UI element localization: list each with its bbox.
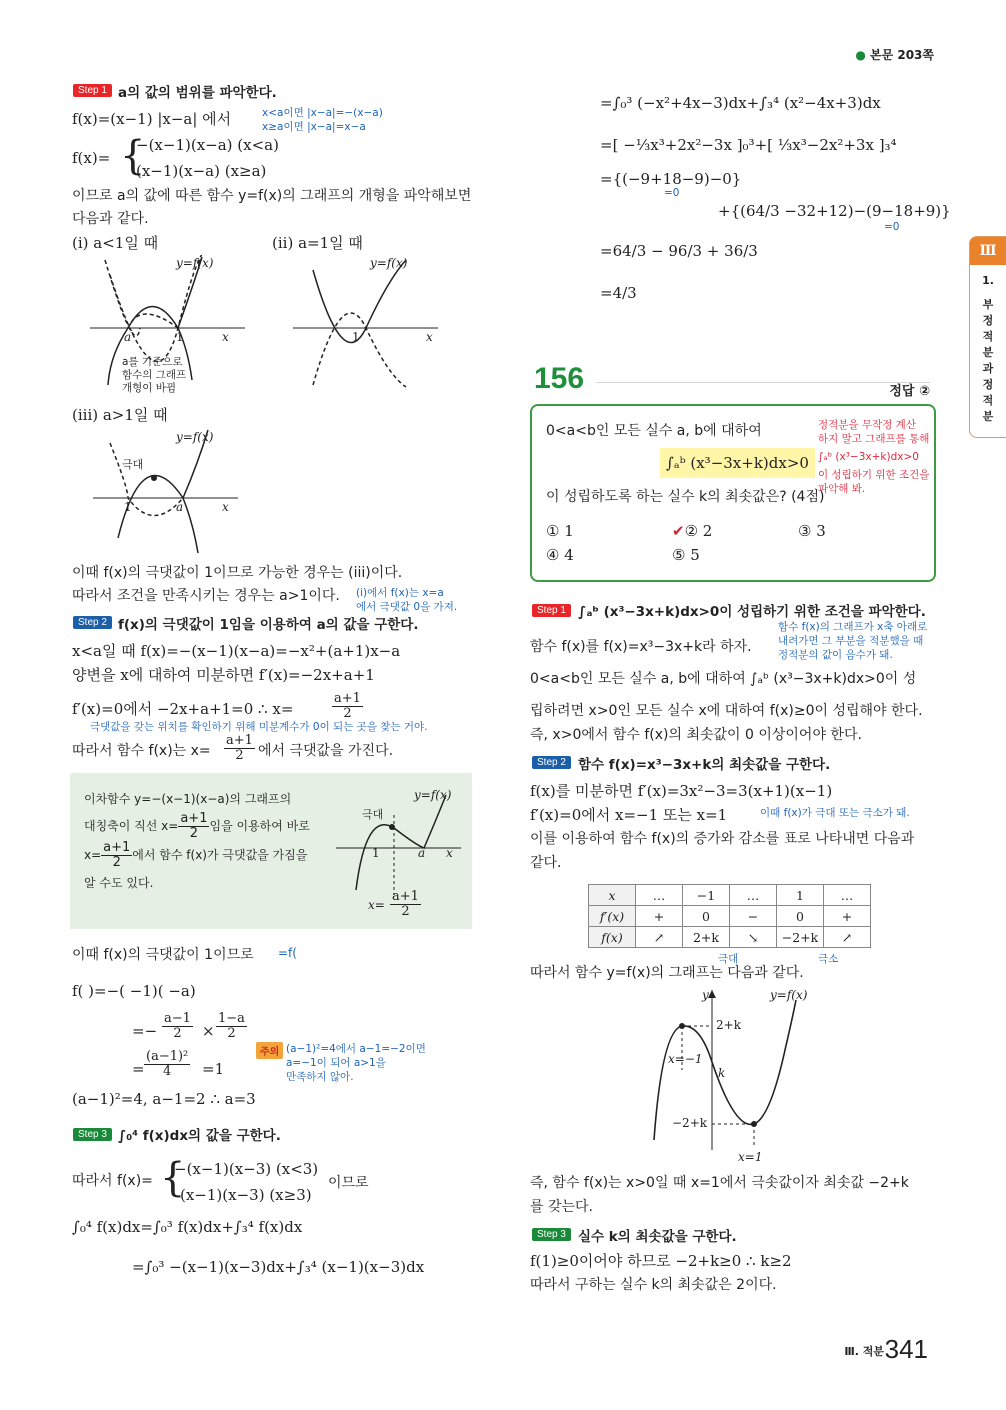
step3-int-2: =∫₀³ −(x−1)(x−3)dx+∫₃⁴ (x−1)(x−3)dx xyxy=(132,1258,425,1276)
question-integral: ∫ₐᵇ (x³−3x+k)dx>0 xyxy=(660,448,815,478)
tip-graph-max: 극대 xyxy=(362,808,384,821)
caution-line-3: 만족하지 않아. xyxy=(286,1071,354,1083)
sol-p3: 립하려면 x>0인 모든 실수 x에 대하여 f(x)≥0이 성립해야 한다. xyxy=(530,703,923,719)
step2-line-4b: 에서 극댓값을 가진다. xyxy=(258,743,394,759)
step1-badge: Step 1 xyxy=(73,84,112,97)
tip-2a: 대칭축이 직선 x= xyxy=(84,819,179,833)
frac-1ma xyxy=(216,1012,247,1041)
basis-note-2: 함수의 그래프 xyxy=(122,369,187,381)
chapter-label: 부정적분과 정적분 xyxy=(982,298,994,423)
tip-line-4: 알 수도 있다. xyxy=(84,876,154,890)
frac-num: a+1 xyxy=(334,691,361,706)
table-row xyxy=(589,906,871,927)
cubic-label: y=f(x) xyxy=(770,988,808,1002)
table-cell: ↗ xyxy=(824,927,871,948)
cubic-k: k xyxy=(718,1066,726,1080)
sol-step1-badge: Step 1 xyxy=(532,604,571,617)
graph-iii-tick-a: a xyxy=(176,500,184,514)
caution-line-1: (a−1)²=4에서 a−1=−2이면 xyxy=(286,1043,426,1055)
calc-line-3: ={(−9+18−9)−0} xyxy=(600,170,742,188)
frac-am1 xyxy=(162,1012,193,1041)
table-cell: −2+k xyxy=(777,927,824,948)
circle-icon: ● xyxy=(855,48,866,62)
page-ref-text: 본문 203쪽 xyxy=(869,48,934,62)
tip-3b: 에서 함수 f(x)가 극댓값을 가짐을 xyxy=(132,848,308,862)
tip-graph-x: x xyxy=(446,846,453,860)
piecewise-1: −(x−1)(x−a) (x<a) xyxy=(136,136,279,154)
step2-eq-3b: =1 xyxy=(202,1060,225,1078)
caution-line-2: a=−1이 되어 a>1을 xyxy=(286,1057,386,1069)
frac-den: 2 xyxy=(173,1026,182,1041)
frac-num: (a−1)² xyxy=(146,1049,189,1064)
basis-note-3: 개형이 바뀜 xyxy=(122,382,177,394)
calc-line-1: =∫₀³ (−x²+4x−3)dx+∫₃⁴ (x²−4x+3)dx xyxy=(600,94,881,112)
step2-badge: Step 2 xyxy=(73,616,112,629)
table-cell: … xyxy=(636,885,683,906)
graph-ii-x: x xyxy=(426,330,433,344)
sol-p4: 즉, x>0에서 함수 f(x)의 최솟값이 0 이상이어야 한다. xyxy=(530,727,862,743)
tip-graph-tick-a: a xyxy=(418,846,426,860)
table-cell: f′(x) xyxy=(589,906,636,927)
frac-num: a+1 xyxy=(180,811,208,826)
choice-4[interactable]: ④ 4 xyxy=(546,546,574,564)
graph-i-label: y=f(x) xyxy=(176,256,214,270)
page-number: 341 xyxy=(884,1334,928,1364)
sol-p8: 따라서 함수 y=f(x)의 그래프는 다음과 같다. xyxy=(530,965,804,981)
table-cell: 2+k xyxy=(683,927,730,948)
sol-p7b: 같다. xyxy=(530,855,562,871)
step2-line-1: x<a일 때 f(x)=−(x−1)(x−a)=−x²+(a+1)x−a xyxy=(72,642,401,660)
table-cell: ↘ xyxy=(730,927,777,948)
step2-note: 극댓값을 갖는 위치를 확인하기 위해 미분계수가 0이 되는 곳을 찾는 거야. xyxy=(90,721,428,733)
frac-num: a+1 xyxy=(392,889,419,904)
frac-den: 2 xyxy=(112,855,121,870)
graph-iii-x: x xyxy=(222,500,229,514)
calc-zero-1: =0 xyxy=(664,187,680,199)
cubic-x1: x=1 xyxy=(738,1150,763,1164)
frac-den: 2 xyxy=(343,706,352,721)
page-ref xyxy=(855,46,934,63)
choice-2[interactable] xyxy=(672,520,712,542)
graph-ii-label: y=f(x) xyxy=(370,256,408,270)
question-note-4: 이 성립하기 위한 조건을 xyxy=(818,469,930,481)
question-note xyxy=(818,418,929,496)
caution-note xyxy=(286,1042,426,1084)
table-cell: 0 xyxy=(683,906,730,927)
below-note xyxy=(778,620,927,662)
sol-step3-title: 실수 k의 최솟값을 구한다. xyxy=(578,1229,737,1245)
sol-step3-badge: Step 3 xyxy=(532,1228,571,1241)
choice-3[interactable]: ③ 3 xyxy=(798,522,826,540)
cubic-graph xyxy=(640,990,840,1150)
step3-line-1a: 따라서 f(x)= xyxy=(72,1173,153,1189)
step2-line-3: f′(x)=0에서 −2x+a+1=0 ∴ x= xyxy=(72,700,294,718)
piecewise-lhs: f(x)= xyxy=(72,149,111,167)
tip-frac xyxy=(178,812,209,841)
choice-5[interactable]: ⑤ 5 xyxy=(672,546,700,564)
problem-divider xyxy=(596,382,930,383)
frac-num: 1−a xyxy=(218,1011,245,1026)
table-cell: … xyxy=(730,885,777,906)
frac-den: 2 xyxy=(189,826,199,841)
table-cell: x xyxy=(589,885,636,906)
tip-line-3 xyxy=(84,841,310,870)
tip-line-2 xyxy=(84,812,310,841)
table-cell: −1 xyxy=(683,885,730,906)
sol-p7: 이를 이용하여 함수 f(x)의 증가와 감소를 표로 나타내면 다음과 xyxy=(530,831,915,847)
tip-graph-label: y=f(x) xyxy=(414,788,452,802)
tip-axis-frac xyxy=(390,890,421,919)
graph-case-ii xyxy=(288,255,448,390)
calc-line-2: =[ −⅓x³+2x²−3x ]₀³+[ ⅓x³−2x²+3x ]₃⁴ xyxy=(600,136,897,154)
answer-label: 정답 ② xyxy=(889,384,930,399)
question-line-2: 이 성립하도록 하는 실수 k의 최솟값은? (4점) xyxy=(546,489,825,505)
basis-note xyxy=(122,356,186,395)
sol-p9b: 를 갖는다. xyxy=(530,1199,593,1215)
tip-2b: 임을 이용하여 바로 xyxy=(209,819,310,833)
table-max-note: 극대 xyxy=(718,953,739,965)
brace-icon-2: { xyxy=(160,1155,186,1201)
abs-note xyxy=(262,106,383,134)
frac-den: 2 xyxy=(227,1026,236,1041)
frac-num: a+1 xyxy=(103,840,131,855)
para-2: 이때 f(x)의 극댓값이 1이므로 가능한 경우는 (iii)이다. xyxy=(72,565,403,581)
table-cell: f(x) xyxy=(589,927,636,948)
graph-iii-tick-1: 1 xyxy=(124,500,132,514)
step2-line-4a: 따라서 함수 f(x)는 x= xyxy=(72,743,211,759)
table-row xyxy=(589,885,871,906)
table-cell: 1 xyxy=(777,885,824,906)
case-note xyxy=(356,586,457,614)
step3-line-1b: 이므로 xyxy=(328,1175,369,1191)
case-ii-label: (ii) a=1일 때 xyxy=(272,234,363,252)
step1-title: a의 값의 범위를 파악한다. xyxy=(118,85,277,101)
step2-line-5-note: =f( xyxy=(278,946,297,960)
para-1: 이므로 a의 값에 따른 함수 y=f(x)의 그래프의 개형을 파악해보면 xyxy=(72,188,472,204)
frac-num: a−1 xyxy=(164,1011,191,1026)
chapter-tab[interactable] xyxy=(969,236,1006,438)
cubic-y-axis: y xyxy=(702,988,709,1002)
frac-den: 4 xyxy=(163,1064,172,1079)
tip-axis-eq: x= xyxy=(368,898,385,912)
case-iii-label: (iii) a>1일 때 xyxy=(72,406,168,424)
sol-p1: 함수 f(x)를 f(x)=x³−3x+k라 하자. xyxy=(530,639,752,655)
sol-p9: 즉, 함수 f(x)는 x>0일 때 x=1에서 극솟값이자 최솟값 −2+k xyxy=(530,1175,909,1191)
piecewise-2: (x−1)(x−a) (x≥a) xyxy=(136,162,267,180)
footer-section: Ⅲ. 적분 xyxy=(844,1345,884,1358)
frac-num: a+1 xyxy=(226,733,253,748)
question-line-1: 0<a<b인 모든 실수 a, b에 대하여 xyxy=(546,423,762,439)
question-note-5: 파악해 봐. xyxy=(818,483,866,495)
calc-zero-2: =0 xyxy=(884,221,900,233)
tip-graph xyxy=(336,790,466,900)
sol-p2: 0<a<b인 모든 실수 a, b에 대하여 ∫ₐᵇ (x³−3x+k)dx>0이 성 xyxy=(530,671,917,687)
below-note-3: 정적분의 값이 음수가 돼. xyxy=(778,649,893,661)
caution-badge: 주의 xyxy=(256,1042,283,1059)
problem-number: 156 xyxy=(534,362,585,395)
graph-iii-label: y=f(x) xyxy=(176,430,214,444)
case-note-1: (i)에서 f(x)는 x=a xyxy=(356,587,444,599)
step3-piece-1: −(x−1)(x−3) (x<3) xyxy=(174,1160,319,1178)
step2-title: f(x)의 극댓값이 1임을 이용하여 a의 값을 구한다. xyxy=(118,617,419,633)
frac-den: 2 xyxy=(235,748,244,763)
graph-case-iii xyxy=(88,428,248,558)
frac-den: 2 xyxy=(401,904,410,919)
abs-note-2: x≥a이면 |x−a|=x−a xyxy=(262,121,366,133)
tip-line-1: 이차함수 y=−(x−1)(x−a)의 그래프의 xyxy=(84,792,292,806)
step2-eq-3: = xyxy=(132,1060,145,1078)
sol-p6: f′(x)=0에서 x=−1 또는 x=1 xyxy=(530,806,728,824)
step2-eq-4: (a−1)²=4, a−1=2 ∴ a=3 xyxy=(72,1090,256,1108)
choice-1[interactable]: ① 1 xyxy=(546,522,574,540)
times-sign: × xyxy=(202,1022,215,1040)
sol-step1-title: ∫ₐᵇ (x³−3x+k)dx>0이 성립하기 위한 조건을 파악한다. xyxy=(578,604,926,620)
step2-eq-1: f( )=−( −1)( −a) xyxy=(72,982,196,1000)
step2-line-5: 이때 f(x)의 극댓값이 1이므로 xyxy=(72,947,254,963)
table-cell: + xyxy=(824,906,871,927)
calc-line-4: +{(64/3 −32+12)−(9−18+9)} xyxy=(718,202,951,220)
brace-icon: { xyxy=(120,133,146,179)
frac-a1-half xyxy=(332,692,363,721)
step3-int-1: ∫₀⁴ f(x)dx=∫₀³ f(x)dx+∫₃⁴ f(x)dx xyxy=(72,1218,303,1236)
graph-iii-max: 극대 xyxy=(122,458,144,471)
step3-badge: Step 3 xyxy=(73,1128,112,1141)
para-1b: 다음과 같다. xyxy=(72,211,149,227)
frac-a1-half-2 xyxy=(224,734,255,763)
step3-title: ∫₀⁴ f(x)dx의 값을 구한다. xyxy=(118,1128,281,1144)
choice-2-text: ② 2 xyxy=(684,522,713,540)
variation-table xyxy=(588,884,871,948)
step3-piece-2: (x−1)(x−3) (x≥3) xyxy=(180,1186,312,1204)
cubic-xm1: x=−1 xyxy=(668,1052,703,1066)
graph-i-tick-1: 1 xyxy=(176,330,184,344)
chapter-number: 1. xyxy=(982,274,994,287)
table-row xyxy=(589,927,871,948)
sol-p5: f(x)를 미분하면 f′(x)=3x²−3=3(x+1)(x−1) xyxy=(530,782,833,800)
case-note-2: 에서 극댓값 0을 가져. xyxy=(356,601,458,613)
tip-3a: x= xyxy=(84,848,102,862)
below-note-2: 내려가면 그 부분을 적분했을 때 xyxy=(778,635,924,647)
question-note-1: 정적분을 무작정 계산 xyxy=(818,419,916,431)
graph-i-tick-a: a xyxy=(124,330,132,344)
table-cell: … xyxy=(824,885,871,906)
graph-ii-tick-1: 1 xyxy=(352,330,360,344)
chapter-roman: Ⅲ xyxy=(970,237,1006,265)
fx-definition: f(x)=(x−1) |x−a| 에서 xyxy=(72,110,232,128)
step2-line-2: 양변을 x에 대하여 미분하면 f′(x)=−2x+a+1 xyxy=(72,666,375,684)
below-note-1: 함수 f(x)의 그래프가 x축 아래로 xyxy=(778,621,928,633)
calc-line-6: =4/3 xyxy=(600,284,637,302)
abs-note-1: x<a이면 |x−a|=−(x−a) xyxy=(262,107,383,119)
basis-note-1: a를 기준으로 xyxy=(122,356,183,368)
tip-text xyxy=(84,786,310,896)
sol-p11: 따라서 구하는 실수 k의 최솟값은 2이다. xyxy=(530,1277,777,1293)
sol-p10: f(1)≥0이어야 하므로 −2+k≥0 ∴ k≥2 xyxy=(530,1252,792,1270)
frac-sq xyxy=(144,1050,190,1079)
table-cell: 0 xyxy=(777,906,824,927)
calc-line-5: =64/3 − 96/3 + 36/3 xyxy=(600,242,758,260)
table-cell: + xyxy=(636,906,683,927)
check-icon: ✔ xyxy=(672,522,685,540)
para-3: 따라서 조건을 만족시키는 경우는 a>1이다. xyxy=(72,588,340,604)
question-note-2: 하지 말고 그래프를 통해 xyxy=(818,433,930,445)
sol-p6-note: 이때 f(x)가 극대 또는 극소가 돼. xyxy=(760,807,910,819)
cubic-top: 2+k xyxy=(716,1018,741,1032)
question-note-3: ∫ₐᵇ (x³−3x+k)dx>0 xyxy=(818,451,919,463)
tip-graph-tick-1: 1 xyxy=(372,846,380,860)
table-min-note: 극소 xyxy=(818,953,839,965)
graph-i-x: x xyxy=(222,330,229,344)
cubic-bottom: −2+k xyxy=(672,1116,708,1130)
sol-step2-badge: Step 2 xyxy=(532,756,571,769)
sol-step2-title: 함수 f(x)=x³−3x+k의 최솟값을 구한다. xyxy=(578,757,831,773)
table-cell: ↗ xyxy=(636,927,683,948)
table-cell: − xyxy=(730,906,777,927)
tip-frac-2 xyxy=(101,841,132,870)
case-i-label: (i) a<1일 때 xyxy=(72,234,159,252)
step2-eq-2: =− xyxy=(132,1022,158,1040)
